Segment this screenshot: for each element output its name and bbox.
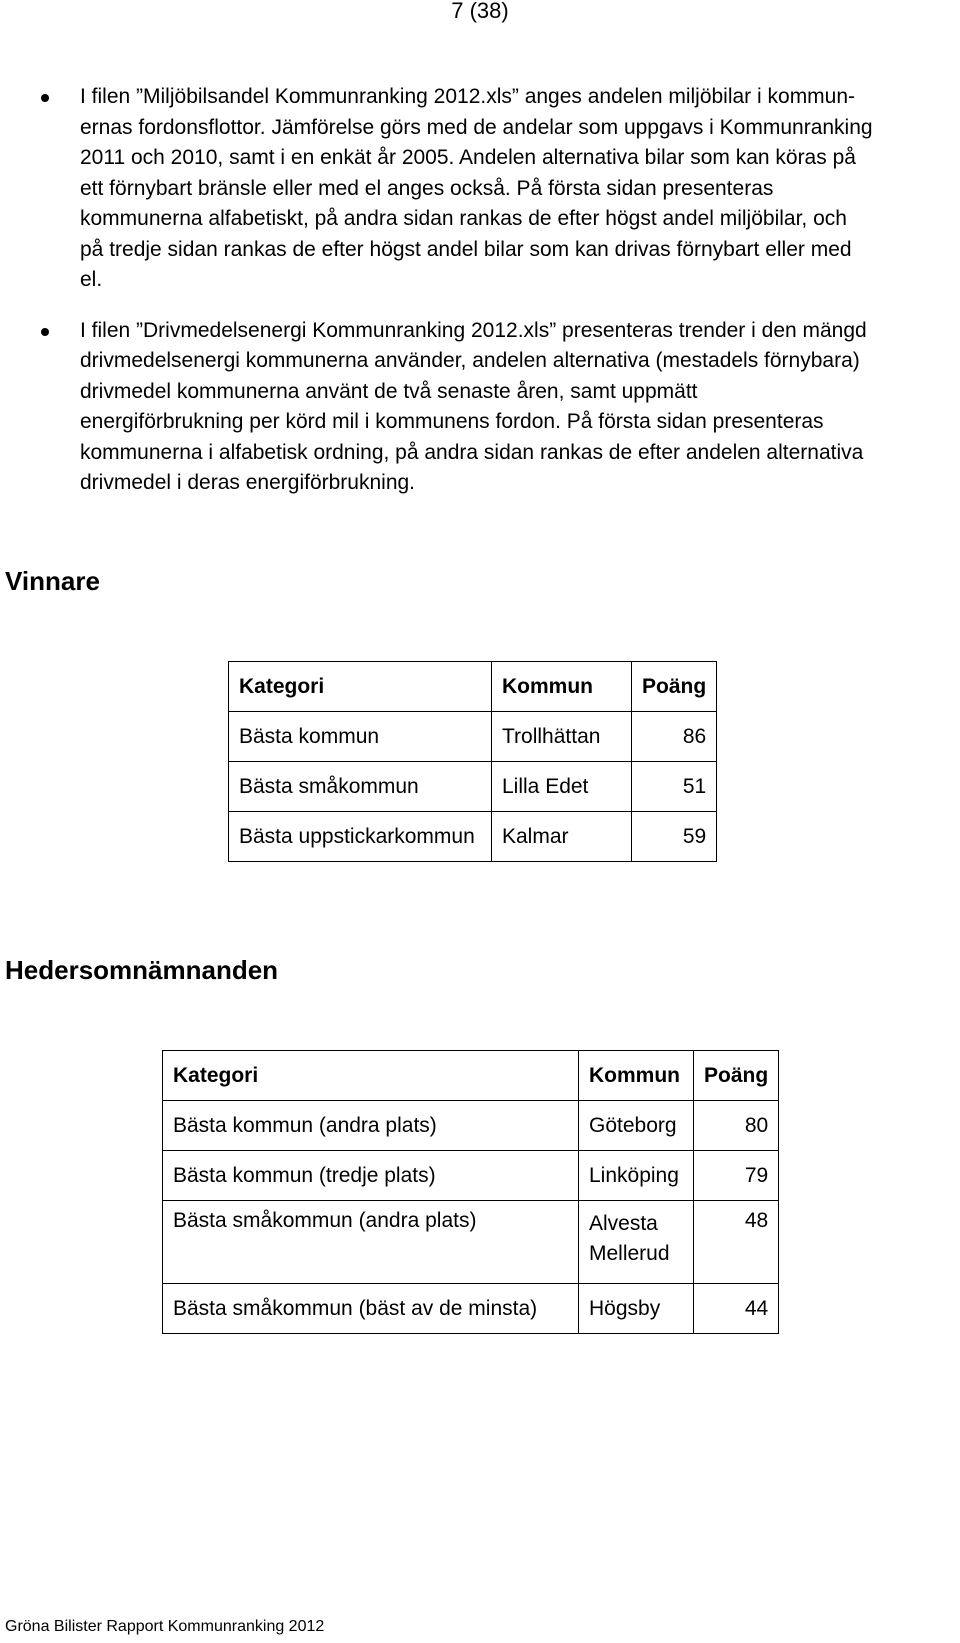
cell-kategori: Bästa kommun (tredje plats): [163, 1151, 579, 1201]
cell-kategori: Bästa småkommun: [229, 762, 492, 812]
honorable-table: [162, 1050, 779, 1334]
cell-kategori: Bästa kommun: [229, 712, 492, 762]
text-line: I filen ”Drivmedelsenergi Kommunranking 2012.xls” presenteras trender i den mängd: [80, 318, 867, 342]
text-line: ernas fordonsflottor. Jämförelse görs med de andelar som uppgavs i Kommunranking: [80, 115, 873, 139]
text-line: I filen ”Miljöbilsandel Kommunranking 2012.xls” anges andelen miljöbilar i kommun-: [80, 85, 856, 108]
kommun-line: Alvesta: [589, 1212, 658, 1235]
honorable-heading: Hedersomnämnanden: [5, 955, 279, 985]
cell-poang: 86: [632, 712, 717, 762]
header-poang: Poäng: [694, 1051, 779, 1101]
text-line: kommunerna alfabetiskt, på andra sidan rankas de efter högst andel miljöbilar, och: [80, 207, 847, 230]
cell-kommun: Lilla Edet: [492, 762, 632, 812]
cell-poang: 44: [694, 1284, 779, 1334]
cell-kommun: Trollhättan: [492, 712, 632, 762]
text-line: ett förnybart bränsle eller med el anges också. På första sidan presenteras: [80, 176, 774, 200]
header-kategori: Kategori: [229, 662, 492, 712]
cell-poang: 48: [694, 1201, 779, 1284]
table-header-row: [163, 1051, 779, 1101]
header-kommun: Kommun: [579, 1051, 694, 1101]
page-footer: Gröna Bilister Rapport Kommunranking 2012: [5, 1618, 325, 1635]
bullet-list: [0, 82, 960, 519]
kommun-line: Mellerud: [589, 1242, 670, 1265]
table-row: [163, 1284, 779, 1334]
text-line: energiförbrukning per körd mil i kommunens fordon. På första sidan presenteras: [80, 410, 824, 433]
table-header-row: [229, 662, 717, 712]
page-number: 7 (38): [451, 0, 509, 23]
cell-kommun: Göteborg: [579, 1101, 694, 1151]
cell-poang: 51: [632, 762, 717, 812]
bullet-icon: [41, 328, 49, 336]
table-row: [163, 1101, 779, 1151]
text-line: el.: [80, 268, 103, 291]
winners-table: [228, 661, 717, 862]
cell-kategori: Bästa kommun (andra plats): [163, 1101, 579, 1151]
cell-poang: 79: [694, 1151, 779, 1201]
table-row: [163, 1151, 779, 1201]
bullet-icon: [41, 94, 49, 102]
text-line: drivmedel i deras energiförbrukning.: [80, 471, 416, 494]
bullet-item-miljobilsandel: [0, 82, 960, 296]
table-row: [229, 812, 717, 862]
text-line: drivmedelsenergi kommunerna använder, andelen alternativa (mestadels förnybara): [80, 349, 860, 372]
cell-kategori: Bästa uppstickarkommun: [229, 812, 492, 862]
text-line: drivmedel kommunerna använt de två senaste åren, samt uppmätt: [80, 379, 698, 403]
cell-kategori: Bästa småkommun (andra plats): [163, 1201, 579, 1284]
cell-kategori: Bästa småkommun (bäst av de minsta): [163, 1284, 579, 1334]
table-row: [229, 762, 717, 812]
cell-kommun: Högsby: [579, 1284, 694, 1334]
table-row: [163, 1201, 779, 1284]
text-line: kommunerna i alfabetisk ordning, på andra sidan rankas de efter andelen alternativa: [80, 440, 864, 464]
bullet-item-drivmedelsenergi: [0, 316, 960, 499]
cell-kommun: Linköping: [579, 1151, 694, 1201]
table-row: [229, 712, 717, 762]
header-poang: Poäng: [632, 662, 717, 712]
text-line: på tredje sidan rankas de efter högst andel bilar som kan drivas förnybart eller med: [80, 237, 852, 261]
cell-kommun: Kalmar: [492, 812, 632, 862]
header-kommun: Kommun: [492, 662, 632, 712]
cell-poang: 80: [694, 1101, 779, 1151]
header-kategori: Kategori: [163, 1051, 579, 1101]
text-line: 2011 och 2010, samt i en enkät år 2005. Andelen alternativa bilar som kan köras på: [80, 146, 856, 169]
winners-heading: Vinnare: [5, 566, 100, 596]
cell-poang: 59: [632, 812, 717, 862]
cell-kommun: [579, 1201, 694, 1284]
